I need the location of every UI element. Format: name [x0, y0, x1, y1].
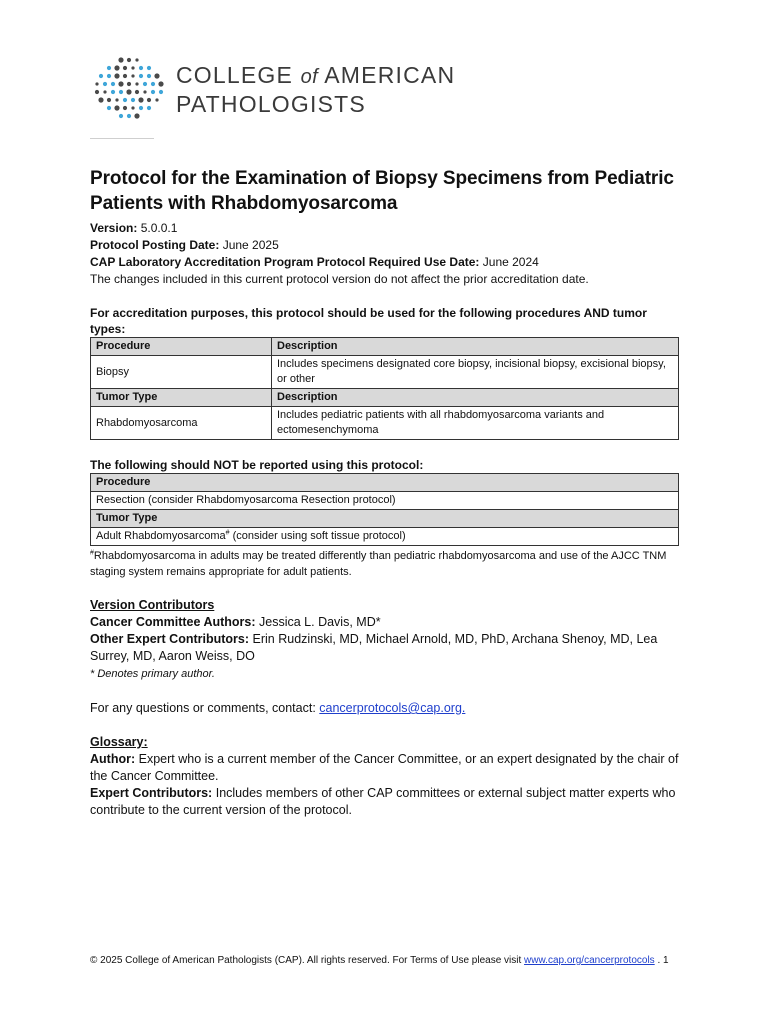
logo-dot	[138, 97, 143, 102]
logo-dot	[107, 98, 111, 102]
logo-dot	[118, 81, 123, 86]
table-row: Rhabdomyosarcoma Includes pediatric patients with all rhabdomyosarcoma variants and ectomesenchymoma	[91, 407, 679, 440]
logo-dot	[151, 90, 155, 94]
page-footer: © 2025 College of American Pathologists (CAP). All rights reserved. For Terms of Use please visit www.cap.org/cancerprotocols . 1	[90, 955, 669, 966]
logo-dot	[123, 98, 127, 102]
cap-dot-grid-logo-icon	[94, 54, 164, 122]
logo-dot	[155, 98, 158, 101]
logo-dot	[107, 66, 111, 70]
logo-dot	[151, 82, 155, 86]
logo-dot	[115, 98, 118, 101]
not-reported-table: Procedure Resection (consider Rhabdomyosarcoma Resection protocol) Tumor Type Adult Rhabdomyosarcoma# (consider using soft tissue protocol)	[90, 473, 679, 546]
protocol-meta: Version: 5.0.0.1 Protocol Posting Date: June 2025 CAP Laboratory Accreditation Program Protocol Required Use Date: June 2024 The changes included in this current protocol version do not affect the prior accreditation date.	[90, 221, 589, 286]
logo-dot	[111, 90, 115, 94]
logo-dot	[126, 89, 131, 94]
logo-dot	[147, 66, 151, 70]
glossary-heading: Glossary:	[90, 735, 148, 749]
logo-dot	[135, 90, 139, 94]
page-title: Protocol for the Examination of Biopsy Specimens from Pediatric Patients with Rhabdomyosarcoma	[90, 168, 674, 214]
logo-dot	[123, 106, 127, 110]
logo-dot	[107, 106, 111, 110]
contributors-section: Version Contributors Cancer Committee Authors: Jessica L. Davis, MD* Other Expert Contributors: Erin Rudzinski, MD, Michael Arnold, MD, PhD, Archana Shenoy, MD, Lea Surrey, MD, Aaron Weiss, DO * Denotes primary author. For any questions or comments, contact: cancerprotocols@cap.org. Glossary: Author: Expert who is a current member of the Cancer Committee, or an expert designated by the chair of the Cancer Committee. Expert Contributors: Includes members of other CAP committees or external subject matter experts who contribute to the current version of the protocol.	[90, 597, 682, 819]
logo-dot	[98, 97, 103, 102]
logo-dot	[135, 58, 138, 61]
logo-dot	[103, 82, 107, 86]
logo-dot	[154, 73, 159, 78]
logo-dot	[147, 106, 151, 110]
logo-dot	[114, 73, 119, 78]
logo-dot	[134, 113, 139, 118]
logo-dot	[123, 74, 127, 78]
not-reported-heading: The following should NOT be reported using this protocol:	[90, 458, 424, 472]
logo-dot	[143, 90, 146, 93]
logo-dot	[131, 98, 135, 102]
logo-wordmark: COLLEGE of AMERICAN PATHOLOGISTS	[176, 62, 456, 117]
logo-dot	[143, 82, 147, 86]
logo-dot	[147, 98, 151, 102]
terms-of-use-link[interactable]: www.cap.org/cancerprotocols	[524, 955, 655, 966]
logo-dot	[131, 66, 134, 69]
document-body	[90, 166, 682, 819]
logo-dot	[103, 90, 106, 93]
contact-line: For any questions or comments, contact: cancerprotocols@cap.org.	[90, 701, 466, 715]
logo-dot	[139, 106, 143, 110]
logo-dot	[147, 74, 151, 78]
header-divider	[90, 138, 154, 139]
logo-dot	[119, 114, 123, 118]
cap-logo	[94, 54, 474, 122]
logo-dot	[159, 90, 163, 94]
logo-dot	[127, 58, 131, 62]
table-row: Adult Rhabdomyosarcoma# (consider using soft tissue protocol)	[91, 528, 679, 546]
accreditation-heading: For accreditation purposes, this protocol should be used for the following procedures AND tumor types:	[90, 306, 647, 336]
logo-dot	[111, 82, 115, 86]
table-row: Biopsy Includes specimens designated core biopsy, incisional biopsy, excisional biopsy, or other	[91, 356, 679, 389]
logo-dot	[131, 74, 134, 77]
logo-dot	[99, 74, 103, 78]
logo-dot	[118, 57, 123, 62]
logo-dot	[127, 114, 131, 118]
logo-dot	[95, 82, 98, 85]
contributors-heading: Version Contributors	[90, 598, 215, 612]
logo-dot	[135, 82, 138, 85]
logo-dot	[139, 74, 143, 78]
logo-dot	[123, 66, 127, 70]
logo-dot	[114, 105, 119, 110]
logo-dot	[107, 74, 111, 78]
table-row: Resection (consider Rhabdomyosarcoma Resection protocol)	[91, 492, 679, 510]
logo-dot	[114, 65, 119, 70]
logo-dot	[158, 81, 163, 86]
accreditation-table: Procedure Description Biopsy Includes specimens designated core biopsy, incisional biopsy, excisional biopsy, or other Tumor Type Description Rhabdomyosarcoma Includes pediatric patients with all rhabdomyosarcoma variants and ectomesenchymoma	[90, 337, 679, 440]
logo-dot	[119, 90, 123, 94]
footnote: #Rhabdomyosarcoma in adults may be treated differently than pediatric rhabdomyosarcoma and use of the AJCC TNM staging system remains appropriate for adult patients.	[90, 549, 667, 578]
contact-email-link[interactable]: cancerprotocols@cap.org.	[319, 701, 466, 715]
logo-dot	[139, 66, 143, 70]
logo-dot	[95, 90, 99, 94]
logo-dot	[131, 106, 134, 109]
logo-dot	[127, 82, 131, 86]
